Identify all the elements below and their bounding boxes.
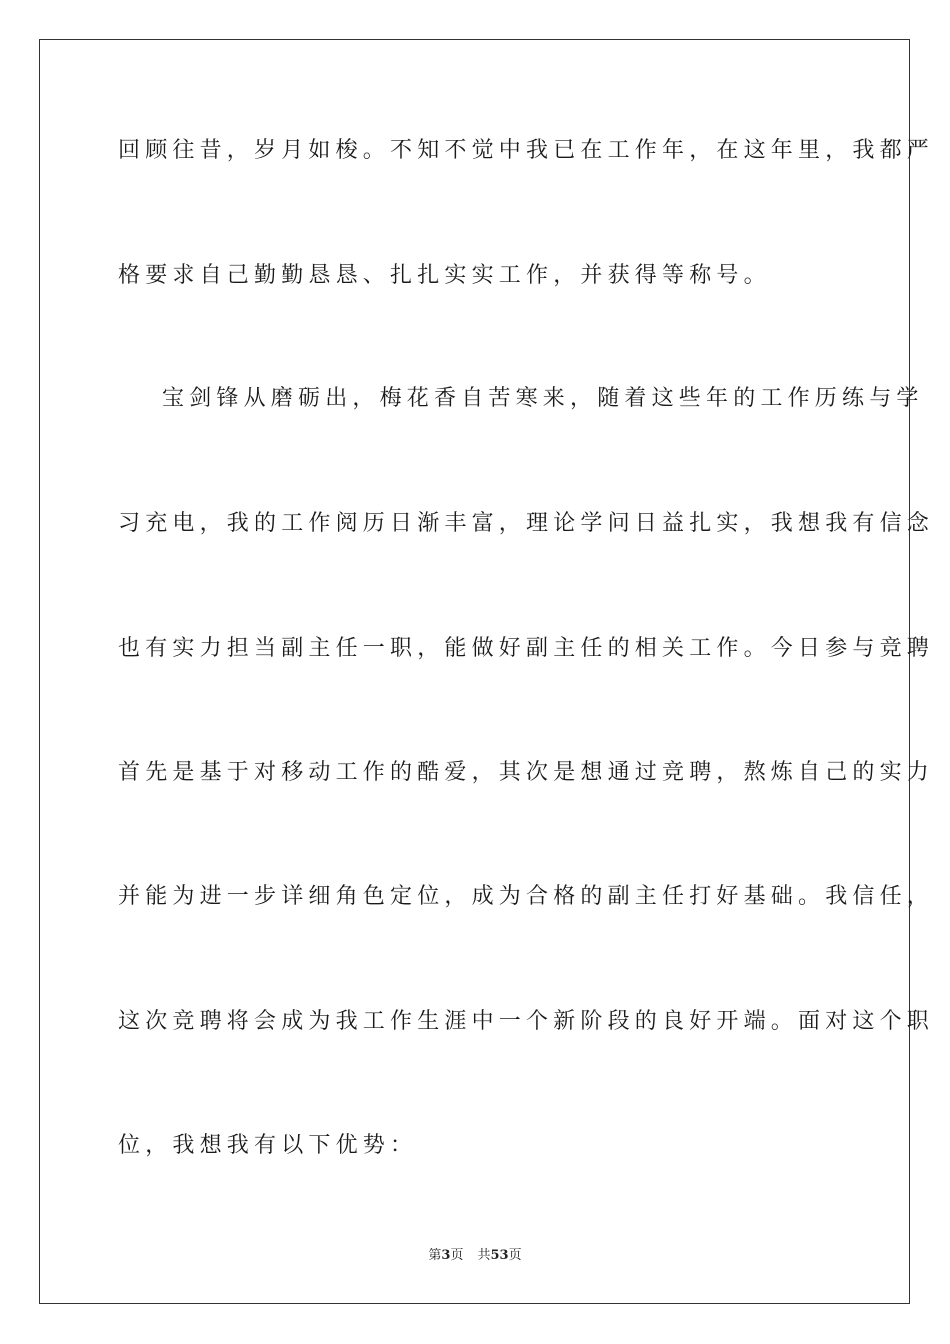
page-footer — [0, 1247, 950, 1265]
paragraph-line-2: 格要求自己勤勤恳恳、扎扎实实工作，并获得等称号。 — [118, 263, 771, 288]
paragraph-line-8: 这次竞聘将会成为我工作生涯中一个新阶段的良好开端。面对这个职 — [118, 1009, 935, 1034]
footer-page-suffix: 页 — [450, 1248, 464, 1263]
paragraph-line-3: 宝剑锋从磨砺出，梅花香自苦寒来，随着这些年的工作历练与学 — [162, 386, 924, 411]
footer-total-pages: 53 — [490, 1248, 509, 1263]
paragraph-line-1: 回顾往昔，岁月如梭。不知不觉中我已在工作年，在这年里，我都严 — [118, 138, 935, 163]
footer-page-prefix: 第 — [428, 1248, 442, 1263]
paragraph-line-5: 也有实力担当副主任一职，能做好副主任的相关工作。今日参与竞聘 — [118, 636, 935, 661]
paragraph-line-9: 位，我想我有以下优势： — [118, 1133, 418, 1158]
paragraph-line-4: 习充电，我的工作阅历日渐丰富，理论学问日益扎实，我想我有信念 — [118, 511, 935, 536]
footer-total-prefix: 共 — [477, 1248, 491, 1263]
page-border — [39, 39, 935, 1304]
paragraph-line-7: 并能为进一步详细角色定位，成为合格的副主任打好基础。我信任， — [118, 884, 935, 909]
paragraph-line-6: 首先是基于对移动工作的酷爱，其次是想通过竞聘，熬炼自己的实力 — [118, 760, 935, 785]
footer-page-number: 3 — [441, 1248, 451, 1263]
footer-total-suffix: 页 — [508, 1248, 522, 1263]
